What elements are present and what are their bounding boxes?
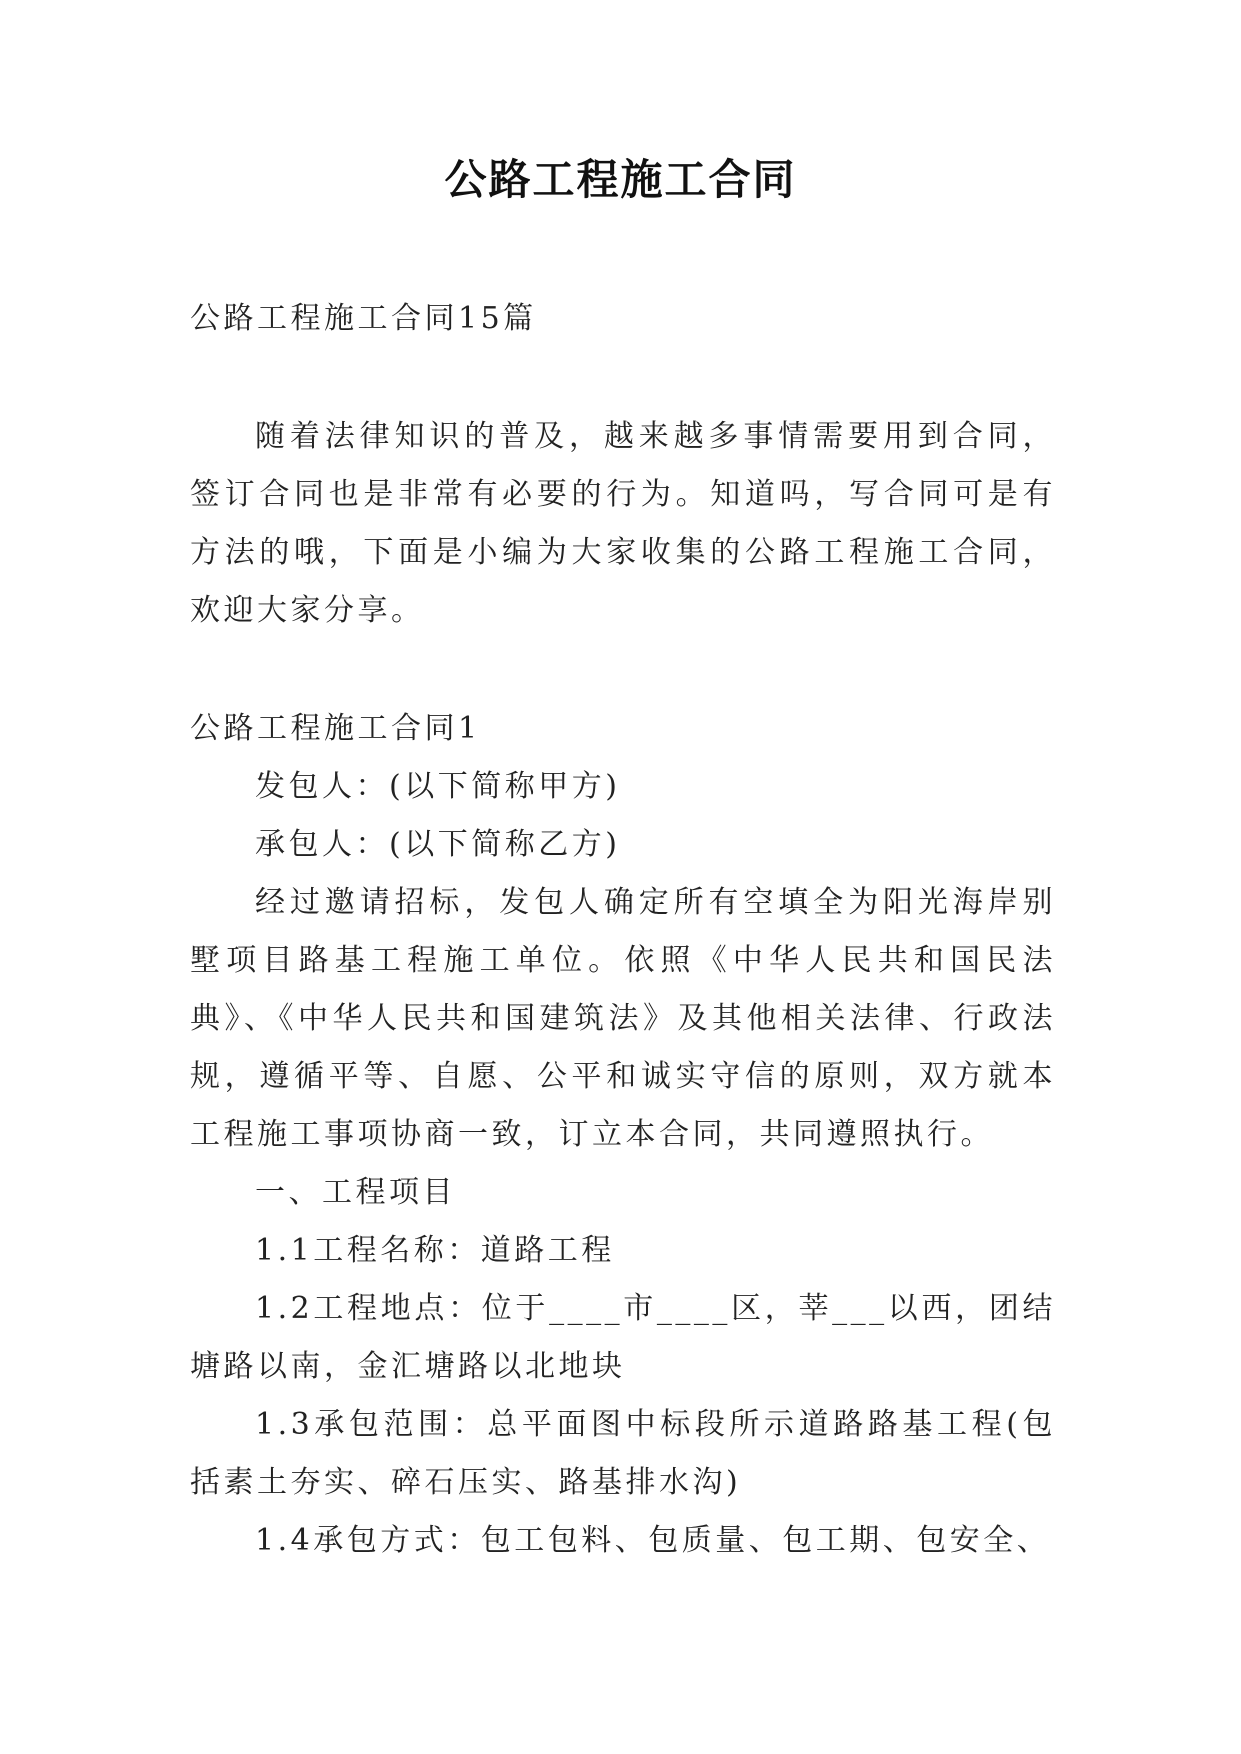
section-heading: 一、工程项目 [255,1175,456,1210]
party-a-line: 发包人：(以下简称甲方) [255,769,621,804]
party-b-line: 承包人：(以下简称乙方) [255,827,621,862]
document-subtitle: 公路工程施工合同15篇 [190,301,537,336]
clause-1-3: 1.3承包范围：总平面图中标段所示道路路基工程(包括素土夯实、碎石压实、路基排水沟) [190,1407,1056,1500]
document-title: 公路工程施工合同 [444,155,797,204]
intro-paragraph: 随着法律知识的普及，越来越多事情需要用到合同，签订合同也是非常有必要的行为。知道吗，写合同可是有方法的哦，下面是小编为大家收集的公路工程施工合同，欢迎大家分享。 [190,419,1056,628]
contract-heading: 公路工程施工合同1 [190,711,481,746]
document-body [190,290,1056,1570]
clause-1-4: 1.4承包方式：包工包料、包质量、包工期、包安全、 [255,1523,1051,1558]
preamble-paragraph: 经过邀请招标，发包人确定所有空填全为阳光海岸别墅项目路基工程施工单位。依照《中华人民共和国民法典》、《中华人民共和国建筑法》及其他相关法律、行政法规，遵循平等、自愿、公平和诚实守信的原则，双方就本工程施工事项协商一致，订立本合同，共同遵照执行。 [190,885,1056,1152]
clause-1-2: 1.2工程地点：位于____市____区，莘___以西，团结塘路以南，金汇塘路以北地块 [190,1291,1056,1384]
clause-1-1: 1.1工程名称：道路工程 [255,1233,615,1268]
